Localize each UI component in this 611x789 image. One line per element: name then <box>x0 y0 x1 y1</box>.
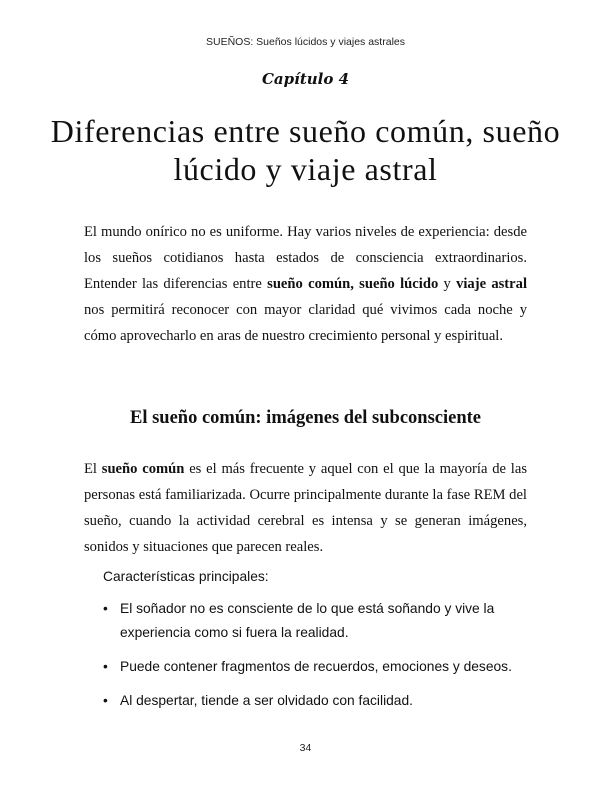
section-heading: El sueño común: imágenes del subconsciente <box>129 408 481 428</box>
intro-text-3: nos permitirá reconocer con mayor claridad qué vivimos cada noche y cómo aprovecharlo en aras de nuestro crecimiento personal y espiritual. <box>84 302 527 344</box>
section-text-1: El <box>84 461 102 477</box>
bullet-icon: • <box>103 659 108 674</box>
list-intro: Características principales: <box>103 569 269 584</box>
intro-paragraph <box>84 219 527 349</box>
section-paragraph <box>84 456 527 560</box>
list-item <box>103 655 523 679</box>
list-item-text: Puede contener fragmentos de recuerdos, emociones y deseos. <box>120 659 512 674</box>
intro-bold-1: sueño común, sueño lúcido <box>267 276 439 292</box>
list-item <box>103 689 523 713</box>
running-header: SUEÑOS: Sueños lúcidos y viajes astrales <box>205 36 405 48</box>
list-item <box>103 597 523 645</box>
intro-bold-2: viaje astral <box>456 276 527 292</box>
list-item-text: Al despertar, tiende a ser olvidado con facilidad. <box>120 693 413 708</box>
page-number: 34 <box>299 742 312 754</box>
intro-text-2: y <box>438 276 457 292</box>
chapter-title: Diferencias entre sueño común, sueño lúcido y viaje astral <box>50 113 561 187</box>
section-bold-1: sueño común <box>101 461 185 477</box>
intro-text-1: El mundo onírico no es uniforme. Hay varios niveles de experiencia: desde los sueños cotidianos hasta estados de consciencia extraordinarios. Entender las diferencias entre <box>84 224 527 292</box>
section-text-2: es el más frecuente y aquel con el que la mayoría de las personas está familiarizada. Ocurre principalmente durante la fase REM del sueño, cuando la actividad cerebral es intensa y se generan imágenes, sonidos y situaciones que parecen reales. <box>84 461 528 555</box>
characteristics-list <box>103 597 523 723</box>
list-item-text: El soñador no es consciente de lo que está soñando y vive la experiencia como si fuera la realidad. <box>120 601 495 640</box>
bullet-icon: • <box>103 693 108 708</box>
chapter-label: Capítulo 4 <box>261 70 350 88</box>
bullet-icon: • <box>103 601 108 616</box>
